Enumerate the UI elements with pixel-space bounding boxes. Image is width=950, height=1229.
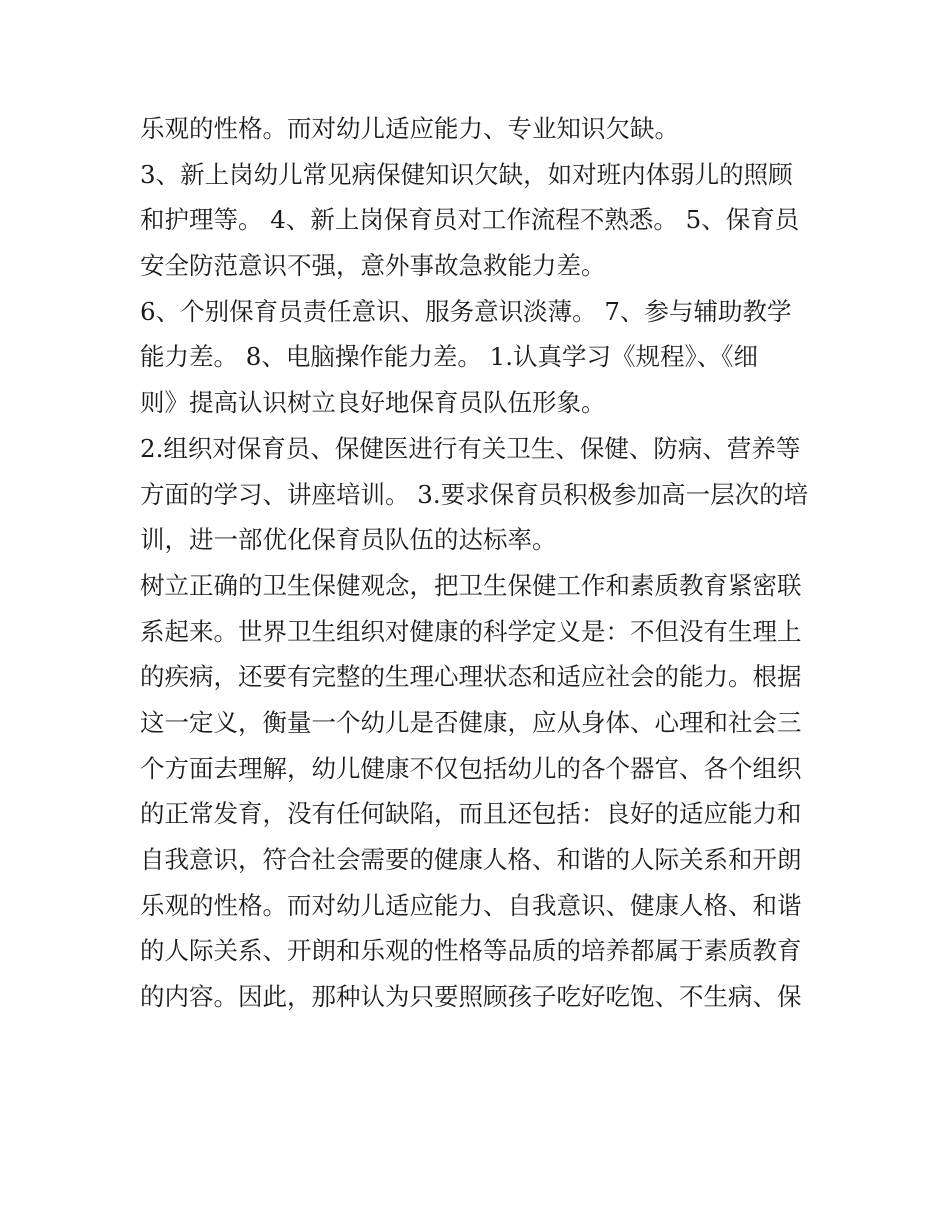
- text-line: 安全防范意识不强，意外事故急救能力差。: [140, 251, 606, 281]
- text-line: 的疾病，还要有完整的生理心理状态和适应社会的能力。根据: [140, 662, 802, 692]
- text-line: 2.组织对保育员、保健医进行有关卫生、保健、防病、营养等: [140, 433, 801, 463]
- body-text: [140, 106, 820, 1020]
- text-line: 乐观的性格。而对幼儿适应能力、自我意识、健康人格、和谐: [140, 890, 802, 920]
- text-line: 的人际关系、开朗和乐观的性格等品质的培养都属于素质教育: [140, 936, 802, 966]
- text-line: 和护理等。 4、新上岗保育员对工作流程不熟悉。 5、保育员: [140, 205, 800, 235]
- text-line: 自我意识，符合社会需要的健康人格、和谐的人际关系和开朗: [140, 845, 802, 874]
- text-line: 个方面去理解，幼儿健康不仅包括幼儿的各个器官、各个组织: [140, 753, 802, 783]
- text-line: 则》提高认识树立良好地保育员队伍形象。: [140, 388, 606, 418]
- text-line: 3、新上岗幼儿常见病保健知识欠缺，如对班内体弱儿的照顾: [140, 159, 793, 189]
- text-line: 能力差。 8、电脑操作能力差。 1.认真学习《规程》、《细: [140, 342, 759, 372]
- text-line: 乐观的性格。而对幼儿适应能力、专业知识欠缺。: [140, 114, 679, 143]
- text-line: 6、个别保育员责任意识、服务意识淡薄。 7、参与辅助教学: [140, 296, 792, 326]
- text-line: 方面的学习、讲座培训。 3.要求保育员积极参加高一层次的培: [140, 479, 809, 509]
- text-line: 的正常发育，没有任何缺陷，而且还包括：良好的适应能力和: [140, 799, 802, 829]
- text-line: 的内容。因此，那种认为只要照顾孩子吃好吃饱、不生病、保: [140, 982, 802, 1012]
- text-line: 树立正确的卫生保健观念，把卫生保健工作和素质教育紧密联: [140, 570, 802, 600]
- text-line: 这一定义，衡量一个幼儿是否健康，应从身体、心理和社会三: [140, 707, 802, 737]
- text-line: 系起来。世界卫生组织对健康的科学定义是：不但没有生理上: [140, 616, 802, 646]
- text-line: 训，进一部优化保育员队伍的达标率。: [140, 525, 557, 555]
